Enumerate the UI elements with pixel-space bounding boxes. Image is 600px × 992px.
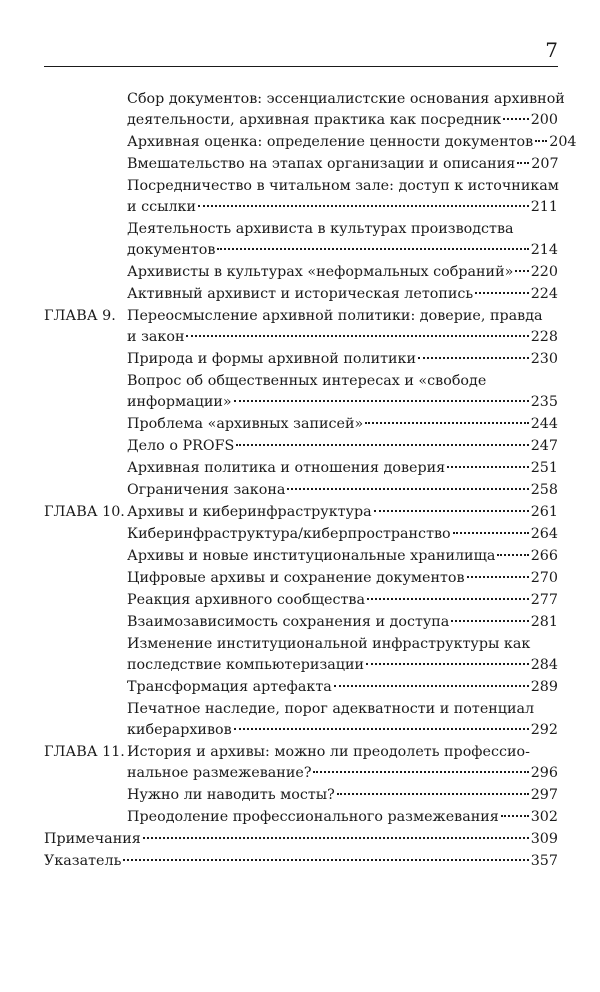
toc-page-number: 230	[530, 351, 558, 367]
leader-dots	[236, 444, 528, 446]
leader-dots	[217, 248, 528, 250]
leader-dots	[367, 598, 529, 600]
toc-entry-title: Взаимозависимость сохранения и доступа	[127, 614, 450, 630]
toc-page-number: 357	[530, 853, 558, 869]
toc-page-number: 214	[530, 242, 558, 258]
toc-entry[interactable]	[0, 612, 600, 633]
toc-entry-title: Природа и формы архивной политики	[127, 351, 417, 367]
toc-entry[interactable]	[0, 132, 600, 153]
toc-entry[interactable]	[0, 590, 600, 611]
leader-dots	[497, 554, 528, 556]
toc-entry-title: Киберинфраструктура/киберпространство	[127, 526, 451, 542]
toc-page-number: 261	[530, 504, 558, 520]
leader-dots	[418, 357, 529, 359]
toc-entry[interactable]	[0, 829, 600, 850]
toc-entry[interactable]	[0, 89, 600, 131]
leader-dots	[517, 162, 529, 164]
table-of-contents	[0, 89, 600, 873]
toc-entry-title-line: Переосмысление архивной политики: доверие, правда	[127, 308, 543, 324]
leader-dots	[451, 620, 528, 622]
toc-entry[interactable]	[0, 699, 600, 741]
toc-page-number: 289	[530, 679, 558, 695]
toc-entry-title: Активный архивист и историческая летопись	[127, 286, 474, 302]
toc-entry[interactable]	[0, 851, 600, 872]
toc-entry[interactable]	[0, 480, 600, 501]
chapter-label: ГЛАВА 10.	[44, 504, 125, 520]
toc-entry-title: киберархивов	[127, 722, 232, 738]
chapter-label: ГЛАВА 11.	[44, 744, 125, 760]
toc-entry-title: Цифровые архивы и сохранение документов	[127, 570, 465, 586]
toc-entry-title: Проблема «архивных записей»	[127, 416, 364, 432]
leader-dots	[234, 400, 529, 402]
leader-dots	[313, 771, 528, 773]
leader-dots	[501, 815, 529, 817]
toc-entry-title: последствие компьютеризации	[127, 657, 365, 673]
toc-entry[interactable]	[0, 262, 600, 283]
toc-entry-title-line: История и архивы: можно ли преодолеть профессио-	[127, 744, 530, 760]
toc-entry-title: Примечания	[44, 831, 141, 847]
toc-entry[interactable]	[0, 219, 600, 261]
toc-entry-title-line: Посредничество в читальном зале: доступ к источникам	[127, 178, 559, 194]
chapter-label: ГЛАВА 9.	[44, 308, 116, 324]
leader-dots	[337, 793, 529, 795]
toc-page-number: 204	[549, 134, 577, 150]
toc-entry-title: Архивная оценка: определение ценности документов	[127, 134, 534, 150]
toc-entry[interactable]	[0, 524, 600, 545]
toc-entry-title: Архивы и новые институциональные хранилища	[127, 548, 496, 564]
leader-dots	[186, 335, 528, 337]
toc-page-number: 296	[530, 765, 558, 781]
toc-entry-title: и закон	[127, 329, 185, 345]
leader-dots	[334, 685, 529, 687]
toc-page-number: 224	[530, 286, 558, 302]
toc-entry[interactable]	[0, 458, 600, 479]
toc-entry-title: нальное размежевание?	[127, 765, 312, 781]
toc-entry[interactable]	[0, 176, 600, 218]
toc-entry-title: документов	[127, 242, 216, 258]
leader-dots	[447, 466, 529, 468]
toc-page-number: 207	[531, 156, 559, 172]
leader-dots	[467, 576, 529, 578]
page-number: 7	[545, 38, 558, 62]
toc-entry[interactable]	[0, 546, 600, 567]
toc-entry[interactable]	[0, 349, 600, 370]
toc-chapter-entry[interactable]	[0, 742, 600, 784]
toc-page-number: 292	[530, 722, 558, 738]
leader-dots	[374, 510, 529, 512]
toc-page-number: 247	[530, 438, 558, 454]
toc-page-number: 200	[530, 112, 558, 128]
header-rule	[44, 66, 558, 67]
leader-dots	[143, 837, 529, 839]
toc-page-number: 228	[530, 329, 558, 345]
toc-entry[interactable]	[0, 371, 600, 413]
toc-page-number: 211	[530, 199, 558, 215]
leader-dots	[198, 205, 529, 207]
toc-entry-title: Трансформация артефакта	[127, 679, 332, 695]
toc-page-number: 264	[530, 526, 558, 542]
toc-page-number: 302	[530, 809, 558, 825]
toc-entry-title-line: Сбор документов: эссенциалистские основания архивной	[127, 91, 565, 107]
toc-entry[interactable]	[0, 568, 600, 589]
toc-chapter-entry[interactable]	[0, 502, 600, 523]
toc-entry-title: Ограничения закона	[127, 482, 286, 498]
toc-entry-title: и ссылки	[127, 199, 197, 215]
leader-dots	[123, 859, 528, 861]
toc-entry-title: Архивы и киберинфраструктура	[127, 504, 372, 520]
toc-page-number: 258	[530, 482, 558, 498]
toc-entry-title: Нужно ли наводить мосты?	[127, 787, 335, 803]
toc-entry[interactable]	[0, 284, 600, 305]
toc-page-number: 297	[530, 787, 558, 803]
leader-dots	[503, 118, 529, 120]
toc-page-number: 270	[530, 570, 558, 586]
toc-entry[interactable]	[0, 436, 600, 457]
toc-page-number: 244	[530, 416, 558, 432]
toc-entry-title: Реакция архивного сообщества	[127, 592, 365, 608]
toc-entry[interactable]	[0, 414, 600, 435]
toc-entry-title: Вмешательство на этапах организации и описания	[127, 156, 516, 172]
toc-page-number: 281	[530, 614, 558, 630]
toc-page-number: 277	[530, 592, 558, 608]
leader-dots	[234, 728, 529, 730]
toc-entry-title: Преодоление профессионального размежевания	[127, 809, 499, 825]
toc-entry[interactable]	[0, 807, 600, 828]
leader-dots	[515, 270, 528, 272]
toc-page-number: 235	[530, 394, 558, 410]
toc-entry-title-line: Печатное наследие, порог адекватности и потенциал	[127, 701, 535, 717]
toc-entry[interactable]	[0, 154, 600, 175]
toc-entry-title: информации»	[127, 394, 232, 410]
leader-dots	[475, 292, 529, 294]
leader-dots	[535, 140, 547, 142]
toc-page-number: 266	[530, 548, 558, 564]
toc-entry-title: деятельности, архивная практика как посредник	[127, 112, 502, 128]
toc-entry-title: Архивная политика и отношения доверия	[127, 460, 446, 476]
leader-dots	[366, 663, 529, 665]
toc-entry-title: Архивисты в культурах «неформальных собраний»	[127, 264, 514, 280]
toc-entry-title-line: Изменение институциональной инфраструктуры как	[127, 636, 531, 652]
leader-dots	[453, 532, 529, 534]
toc-entry-title: Дело о PROFS	[127, 438, 235, 454]
toc-page-number: 251	[530, 460, 558, 476]
toc-entry-title-line: Вопрос об общественных интересах и «свободе	[127, 373, 487, 389]
toc-entry-title: Указатель	[44, 853, 122, 869]
toc-chapter-entry[interactable]	[0, 306, 600, 348]
toc-entry[interactable]	[0, 677, 600, 698]
toc-page-number: 220	[530, 264, 558, 280]
toc-entry[interactable]	[0, 785, 600, 806]
leader-dots	[365, 422, 528, 424]
toc-page-number: 309	[530, 831, 558, 847]
leader-dots	[287, 488, 528, 490]
toc-page-number: 284	[530, 657, 558, 673]
toc-entry[interactable]	[0, 634, 600, 676]
toc-entry-title-line: Деятельность архивиста в культурах производства	[127, 221, 514, 237]
